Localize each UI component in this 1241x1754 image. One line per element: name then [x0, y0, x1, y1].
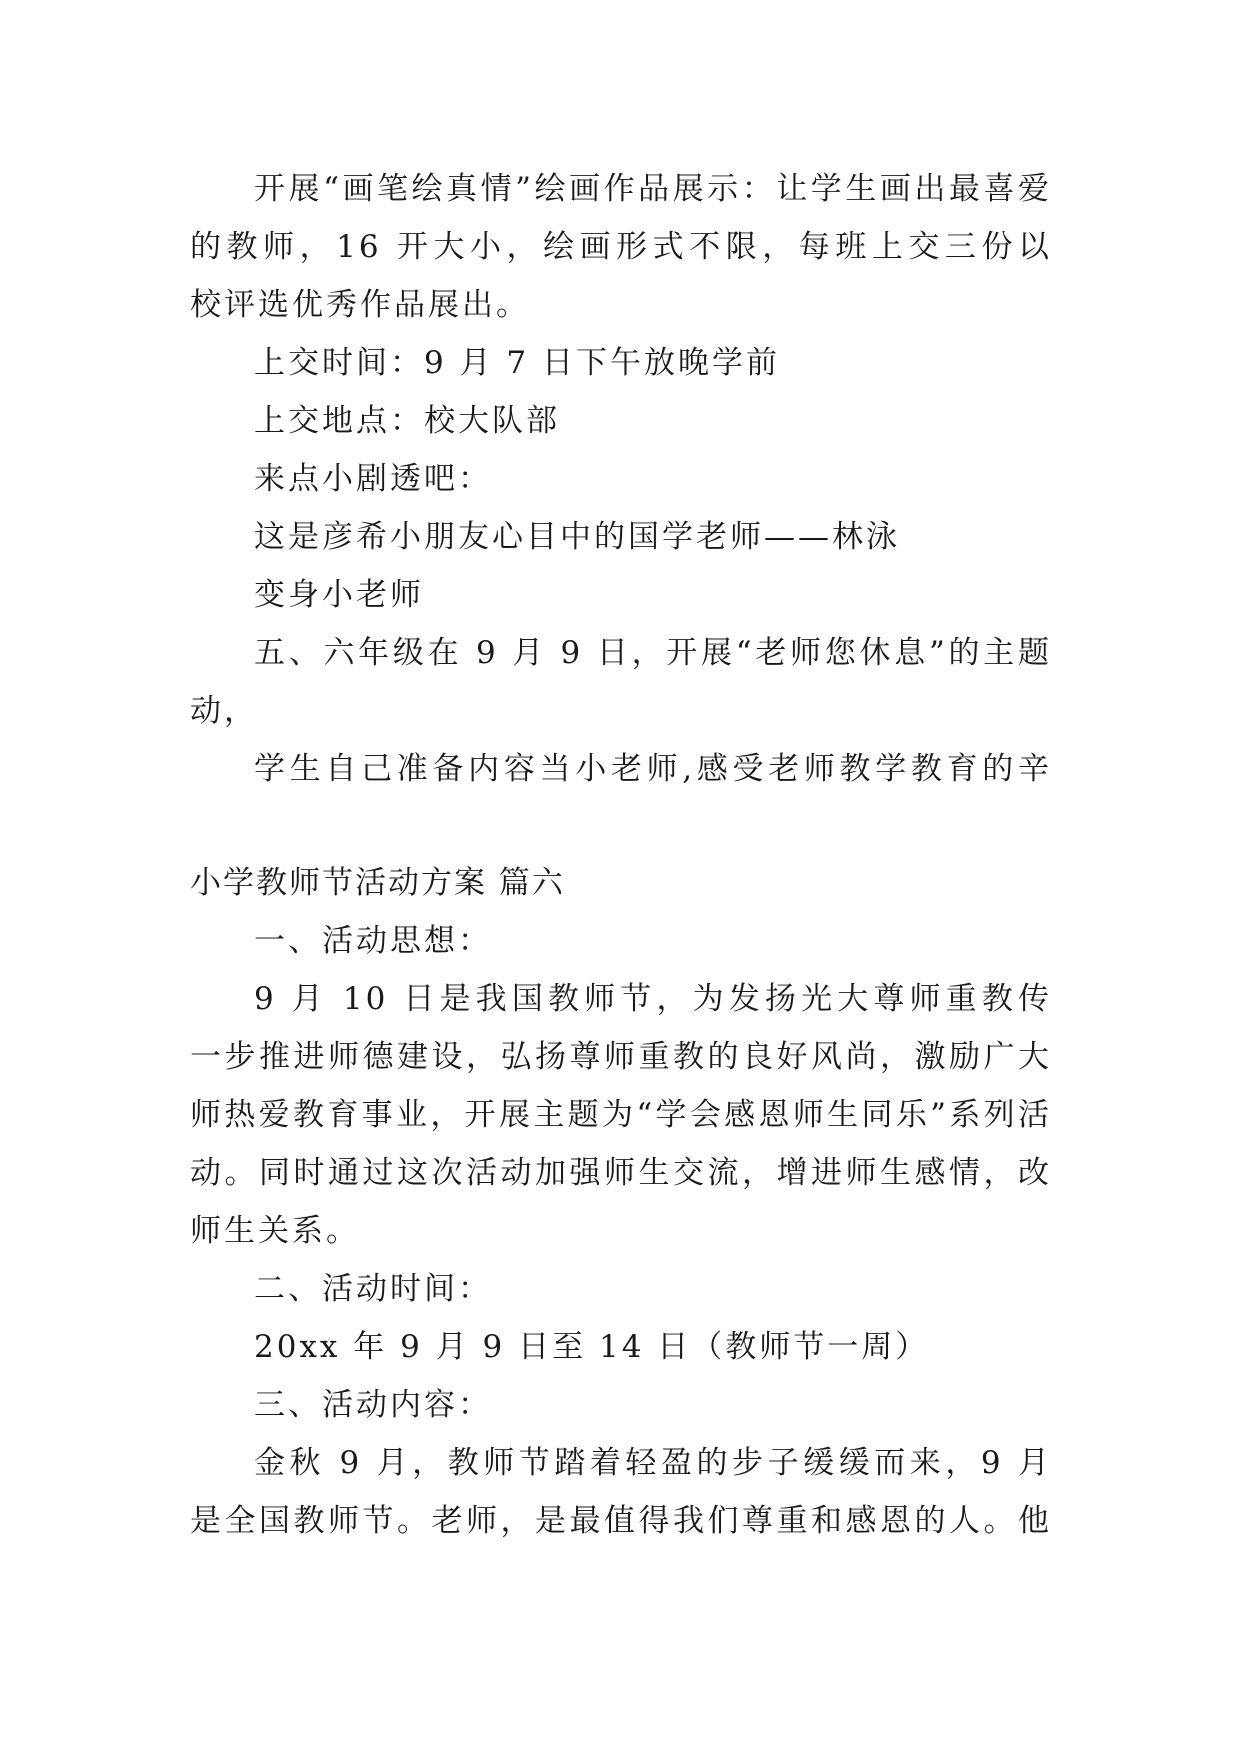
text-line: 动。同时通过这次活动加强师生交流，增进师生感情，改: [190, 1155, 1052, 1191]
text-line: 金秋 9 月，教师节踏着轻盈的步子缓缓而来，9 月: [254, 1445, 1052, 1481]
text-line: 三、活动内容：: [254, 1387, 492, 1423]
document-body: [190, 160, 1052, 1550]
text-line: 这是彦希小朋友心目中的国学老师——林泳: [254, 519, 900, 555]
text-line: 来点小剧透吧：: [254, 461, 492, 497]
text-line: 变身小老师: [254, 577, 424, 613]
text-line: 一步推进师德建设，弘扬尊师重教的良好风尚，激励广大: [190, 1039, 1052, 1075]
text-line: 二、活动时间：: [254, 1271, 492, 1307]
text-line: 学生自己准备内容当小老师,感受老师教学教育的辛: [254, 751, 1052, 787]
text-line: 师热爱教育事业，开展主题为“学会感恩师生同乐”系列活: [190, 1097, 1052, 1133]
text-line: 20xx 年 9 月 9 日至 14 日（教师节一周）: [254, 1329, 930, 1365]
text-line: 师生关系。: [190, 1213, 360, 1249]
text-line: 动，: [190, 693, 258, 729]
text-line: 上交时间：9 月 7 日下午放晚学前: [254, 345, 781, 381]
text-line: 校评选优秀作品展出。: [190, 287, 530, 323]
text-line: 五、六年级在 9 月 9 日，开展“老师您休息”的主题: [254, 635, 1052, 671]
section-gap: [190, 798, 1052, 854]
text-line: 的教师，16 开大小，绘画形式不限，每班上交三份以: [190, 229, 1052, 265]
text-line: 一、活动思想：: [254, 923, 492, 959]
section-title: 小学教师节活动方案 篇六: [190, 865, 565, 901]
text-line: 开展“画笔绘真情”绘画作品展示：让学生画出最喜爱: [254, 171, 1052, 207]
text-line: 是全国教师节。老师，是最值得我们尊重和感恩的人。他: [190, 1503, 1052, 1539]
text-line: 上交地点：校大队部: [254, 403, 560, 439]
text-line: 9 月 10 日是我国教师节，为发扬光大尊师重教传: [254, 981, 1052, 1017]
paragraph-group-plan: [190, 912, 1052, 1550]
paragraph-group-activities: [190, 160, 1052, 798]
